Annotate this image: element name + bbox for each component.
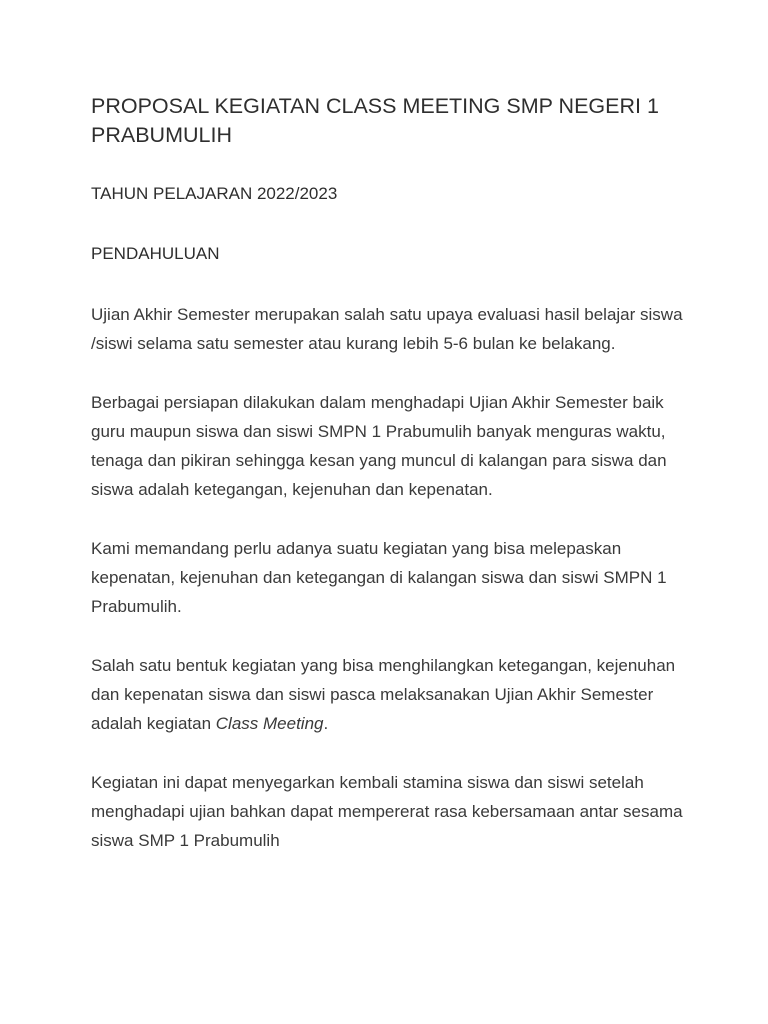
paragraph-4-text: Salah satu bentuk kegiatan yang bisa menghilangkan ketegangan, kejenuhan dan kepenatan siswa dan siswi pasca melaksanakan Ujian Akhir Semester adalah kegiatan — [91, 655, 676, 734]
section-heading: PENDAHULUAN — [91, 244, 220, 263]
document-page — [91, 92, 691, 855]
paragraph-5: Kegiatan ini dapat menyegarkan kembali stamina siswa dan siswi setelah menghadapi ujian bahkan dapat mempererat rasa kebersamaan antar sesama siswa SMP 1 Prabumulih — [91, 772, 683, 851]
paragraph-4 — [91, 651, 691, 739]
paragraph-3: Kami memandang perlu adanya suatu kegiatan yang bisa melepaskan kepenatan, kejenuhan dan ketegangan di kalangan siswa dan siswi SMPN 1 Prabumulih. — [91, 538, 667, 617]
academic-year-line: TAHUN PELAJARAN 2022/2023 — [91, 184, 338, 203]
paragraph-4-end: . — [323, 714, 329, 734]
paragraph-1: Ujian Akhir Semester merupakan salah satu upaya evaluasi hasil belajar siswa /siswi selama satu semester atau kurang lebih 5-6 bulan ke belakang. — [91, 305, 683, 354]
class-meeting-emphasis: Class Meeting — [215, 714, 324, 734]
paragraph-2: Berbagai persiapan dilakukan dalam menghadapi Ujian Akhir Semester baik guru maupun siswa dan siswi SMPN 1 Prabumulih banyak menguras waktu, tenaga dan pikiran sehingga kesan yang muncul di kalangan para siswa dan siswa adalah ketegangan, kejenuhan dan kepenatan. — [91, 392, 667, 500]
document-title: PROPOSAL KEGIATAN CLASS MEETING SMP NEGERI 1 PRABUMULIH — [91, 94, 659, 147]
